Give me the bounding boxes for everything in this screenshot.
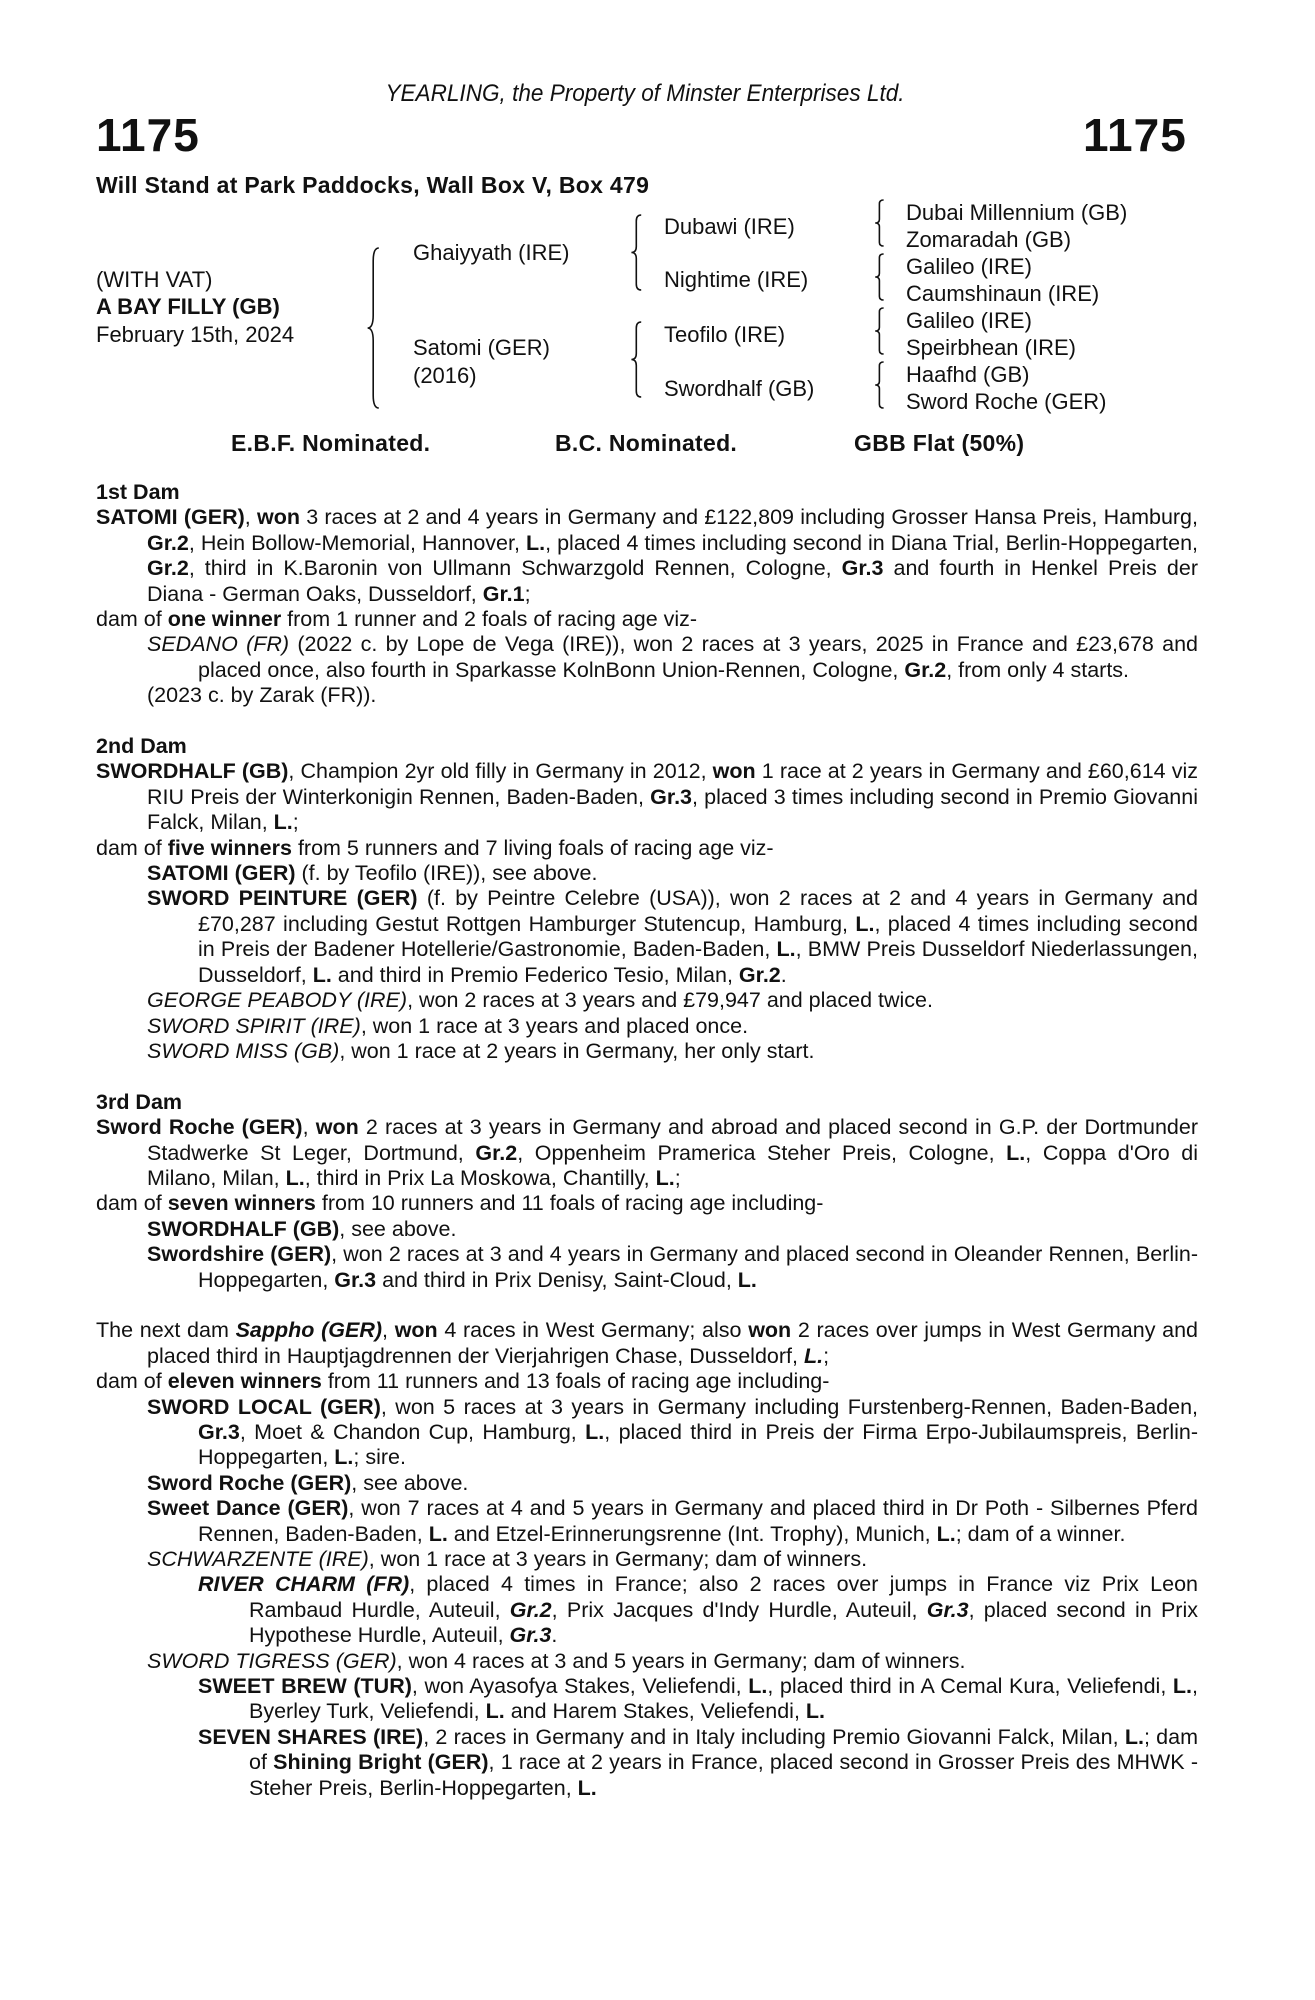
entry-text: , 1 race at 2 years in France, placed second in Grosser Preis des MHWK - Steher Preis, Berlin-Hoppegarten, (249, 1750, 1198, 1800)
emphasis-text: five winners (167, 835, 292, 860)
emphasis-text: Gr.2 (475, 1140, 518, 1165)
entry-text: , placed 4 times including second in Preis der Badener Hotellerie/Gastronomie, Baden-Baden, (198, 911, 1198, 962)
pedigree-entry (96, 1395, 1198, 1471)
entry-text: and fourth in Henkel Preis der Diana - German Oaks, Dusseldorf, (147, 556, 1198, 606)
pedigree-entry (96, 988, 1198, 1013)
gen3-ancestor: Galileo (IRE) (906, 308, 1032, 333)
emphasis-text: Gr.2 (147, 530, 189, 555)
emphasis-text: SWORDHALF (GB) (96, 759, 289, 784)
gen3-ancestor: Haafhd (GB) (906, 362, 1030, 387)
emphasis-text: won (394, 1318, 438, 1343)
sire: Ghaiyyath (IRE) (413, 240, 570, 265)
section-heading: 3rd Dam (96, 1089, 183, 1114)
entry-text: (2023 c. by Zarak (FR)). (147, 683, 377, 708)
pedigree-entry (96, 683, 1198, 708)
pedigree-entry (96, 632, 1198, 683)
entry-text: from 1 runner and 2 foals of racing age viz- (281, 607, 698, 632)
entry-text: dam of (96, 607, 168, 632)
emphasis-text: L. (1172, 1674, 1193, 1699)
emphasis-text: L. (776, 937, 796, 962)
dam-section (96, 480, 1198, 709)
pedigree-entry (96, 1369, 1198, 1394)
pedigree-entry (96, 1572, 1198, 1648)
emphasis-text: SWORDHALF (GB) (147, 1216, 340, 1241)
entry-text: , Prix Jacques d'Indy Hurdle, Auteuil, (551, 1597, 927, 1622)
dam-sire: Teofilo (IRE) (664, 322, 786, 347)
emphasis-text: won (748, 1318, 792, 1343)
emphasis-text: Gr.2 (904, 657, 947, 682)
pedigree-entry (96, 1674, 1198, 1725)
entry-text: , placed 3 times including second in Premio Giovanni Falck, Milan, (147, 784, 1198, 835)
emphasis-text: Gr.1 (482, 581, 525, 606)
emphasis-text: Sappho (GER) (235, 1318, 383, 1343)
section-heading: 1st Dam (96, 480, 180, 504)
emphasis-text: L. (273, 810, 293, 835)
entry-text: and third in Premio Federico Tesio, Milan, (331, 962, 739, 987)
entry-text: ; dam of a winner. (955, 1521, 1126, 1546)
emphasis-text: SCHWARZENTE (IRE) (147, 1547, 369, 1572)
sire-sire: Dubawi (IRE) (664, 214, 795, 239)
pedigree-entry (96, 1242, 1198, 1293)
emphasis-text: won (256, 505, 300, 530)
brace-icon (874, 362, 886, 408)
dam: Satomi (GER) (413, 335, 550, 360)
emphasis-text: L. (737, 1267, 757, 1292)
dam-dam: Swordhalf (GB) (664, 376, 815, 401)
emphasis-text: SWORD TIGRESS (GER) (147, 1648, 397, 1673)
entry-text: , won 7 races at 4 and 5 years in Germany and placed third in Dr Poth - Silbernes Pferd Rennen, Baden-Baden, (198, 1496, 1198, 1546)
brace-icon (874, 200, 886, 246)
entry-text: dam of (96, 1191, 168, 1216)
emphasis-text: L. (655, 1165, 675, 1190)
pedigree-entry (96, 1547, 1198, 1572)
entry-text: , placed 4 times including second in Diana Trial, Berlin-Hoppegarten, (545, 530, 1198, 555)
brace-icon (874, 308, 886, 354)
entry-text: , won Ayasofya Stakes, Veliefendi, (411, 1674, 749, 1699)
emphasis-text: L. (334, 1445, 354, 1470)
entry-text: , Coppa d'Oro di Milano, Milan, (147, 1140, 1198, 1190)
section-heading: 2nd Dam (96, 734, 187, 759)
pedigree-entry (96, 1217, 1198, 1242)
dam-section (96, 1318, 1198, 1801)
emphasis-text: L. (936, 1521, 956, 1546)
entry-text: and third in Prix Denisy, Saint-Cloud, (376, 1267, 738, 1292)
emphasis-text: RIVER CHARM (FR) (198, 1572, 410, 1597)
pedigree-entry (96, 1496, 1198, 1547)
emphasis-text: L. (855, 911, 875, 936)
emphasis-text: L. (1124, 1724, 1144, 1749)
gen3-ancestor: Speirbhean (IRE) (906, 335, 1076, 360)
emphasis-text: L. (525, 530, 546, 555)
emphasis-text: Gr.3 (926, 1597, 969, 1622)
pedigree-entry (96, 1649, 1198, 1674)
emphasis-text: Gr.3 (509, 1623, 552, 1648)
pedigree-entry (96, 836, 1198, 861)
entry-text: , won 1 race at 2 years in Germany, her only start. (339, 1038, 815, 1063)
gen3-ancestor: Dubai Millennium (GB) (906, 200, 1128, 225)
gen3-ancestor: Sword Roche (GER) (906, 389, 1107, 414)
entry-text: , (382, 1318, 395, 1343)
entry-text: from 10 runners and 11 foals of racing age including- (315, 1191, 824, 1216)
emphasis-text: SWORD MISS (GB) (147, 1038, 340, 1063)
pedigree-entry (96, 505, 1198, 607)
entry-text: The next dam (96, 1318, 236, 1343)
dam-section (96, 734, 1198, 1064)
brace-icon (874, 254, 886, 300)
entry-text: , placed third in A Cemal Kura, Veliefendi, (767, 1674, 1173, 1699)
emphasis-text: won (315, 1115, 359, 1140)
pedigree-entry (96, 886, 1198, 988)
entry-text: 3 races at 2 and 4 years in Germany and £122,809 including Grosser Hansa Preis, Hamburg, (299, 505, 1198, 530)
entry-text: and Harem Stakes, Veliefendi, (504, 1699, 806, 1724)
emphasis-text: L. (805, 1699, 826, 1724)
entry-text: from 11 runners and 13 foals of racing age including- (321, 1369, 830, 1394)
pedigree-entry (96, 1014, 1198, 1039)
foaling-date: February 15th, 2024 (96, 322, 295, 347)
sire-dam: Nightime (IRE) (664, 267, 809, 292)
emphasis-text: L. (312, 962, 332, 987)
entry-text: , third in Prix La Moskowa, Chantilly, (304, 1165, 656, 1190)
emphasis-text: won (712, 759, 756, 784)
entry-text: dam of (96, 835, 168, 860)
emphasis-text: SATOMI (GER) (147, 861, 296, 886)
entry-text: ; dam of (249, 1724, 1198, 1775)
emphasis-text: L. (1006, 1140, 1026, 1165)
emphasis-text: Sweet Dance (GER) (147, 1496, 349, 1521)
brace-icon (630, 322, 644, 397)
entry-text: , placed 4 times in France; also 2 races over jumps in France viz Prix Leon Rambaud Hurdle, Auteuil, (249, 1572, 1198, 1622)
emphasis-text: L. (803, 1343, 824, 1368)
emphasis-text: GEORGE PEABODY (IRE) (147, 988, 408, 1013)
emphasis-text: L. (285, 1165, 305, 1190)
entry-text: ; (524, 581, 531, 606)
pedigree-entry (96, 1725, 1198, 1801)
entry-text: (f. by Teofilo (IRE)), see above. (295, 861, 598, 886)
entry-text: , won 2 races at 3 years and £79,947 and placed twice. (407, 988, 933, 1013)
entry-text: , won 1 race at 3 years and placed once. (360, 1013, 749, 1038)
emphasis-text: one winner (167, 607, 282, 632)
entry-text: ; (823, 1343, 830, 1368)
entry-text: , placed second in Prix Hypothese Hurdle, Auteuil, (249, 1597, 1198, 1648)
entry-text: (2022 c. by Lope de Vega (IRE)), won 2 races at 3 years, 2025 in France and £23,678 and placed once, also fourth in Sparkasse KolnBonn Union-Rennen, Cologne, (198, 632, 1198, 682)
emphasis-text: SEVEN SHARES (IRE) (198, 1724, 424, 1749)
catalogue-page-body (96, 480, 1198, 1826)
entry-text: 2 races over jumps in West Germany and placed third in Hauptjagdrennen der Vierjahrigen Chase, Dusseldorf, (147, 1318, 1198, 1368)
entry-text: dam of (96, 1369, 168, 1394)
gbb-flat-nomination: GBB Flat (50%) (854, 430, 1025, 456)
brace-icon (366, 248, 382, 408)
entry-text: , (302, 1115, 316, 1140)
stabling-location: Will Stand at Park Paddocks, Wall Box V, Box 479 (96, 172, 650, 198)
pedigree-entry (96, 1471, 1198, 1496)
pedigree-entry (96, 607, 1198, 632)
entry-text: , Hein Bollow-Memorial, Hannover, (188, 530, 526, 555)
pedigree-entry (96, 1191, 1198, 1216)
entry-text: 2 races at 3 years in Germany and abroad and placed second in G.P. der Dortmunder Stadwerke St Leger, Dortmund, (147, 1115, 1199, 1165)
lot-number-right: 1175 (1083, 109, 1187, 161)
emphasis-text: Gr.2 (147, 556, 189, 581)
entry-text: , (244, 505, 257, 530)
emphasis-text: SWORD SPIRIT (IRE) (147, 1013, 361, 1038)
entry-text: ; (292, 810, 299, 835)
emphasis-text: SWORD PEINTURE (GER) (147, 886, 418, 911)
emphasis-text: Sword Roche (GER) (96, 1115, 303, 1140)
emphasis-text: SWEET BREW (TUR) (198, 1674, 412, 1699)
emphasis-text: Gr.2 (738, 962, 781, 987)
emphasis-text: seven winners (167, 1191, 316, 1216)
entry-text: ; sire. (353, 1445, 406, 1470)
emphasis-text: SWORD LOCAL (GER) (147, 1394, 381, 1419)
entry-text: , won 1 race at 3 years in Germany; dam of winners. (368, 1547, 868, 1572)
entry-text: , BMW Preis Dusseldorf Niederlassungen, Dusseldorf, (198, 937, 1198, 987)
emphasis-text: SEDANO (FR) (147, 632, 290, 657)
dam-section (96, 1090, 1198, 1293)
pedigree-entry (96, 861, 1198, 886)
entry-text: , 2 races in Germany and in Italy including Premio Giovanni Falck, Milan, (423, 1724, 1125, 1749)
entry-text: from 5 runners and 7 living foals of racing age viz- (291, 835, 774, 860)
lot-number-left: 1175 (96, 109, 200, 161)
entry-text: , see above. (339, 1216, 457, 1241)
emphasis-text: Sword Roche (GER) (147, 1470, 352, 1495)
sale-title: YEARLING, the Property of Minster Enterprises Ltd. (385, 80, 905, 107)
emphasis-text: L. (577, 1775, 597, 1800)
emphasis-text: eleven winners (167, 1369, 322, 1394)
entry-text: . (780, 962, 787, 987)
emphasis-text: Swordshire (GER) (147, 1242, 332, 1267)
brace-icon (630, 215, 644, 290)
emphasis-text: Gr.3 (198, 1419, 240, 1444)
emphasis-text: Gr.3 (650, 784, 693, 809)
entry-text: , Byerley Turk, Veliefendi, (249, 1674, 1199, 1724)
emphasis-text: Gr.2 (509, 1597, 552, 1622)
emphasis-text: Gr.3 (334, 1267, 377, 1292)
entry-text: 1 race at 2 years in Germany and £60,614 viz RIU Preis der Winterkonigin Rennen, Baden-Baden, (147, 759, 1198, 809)
emphasis-text: L. (485, 1699, 505, 1724)
emphasis-text: Gr.3 (841, 556, 884, 581)
emphasis-text: SATOMI (GER) (96, 505, 245, 530)
entry-text: 4 races in West Germany; also (437, 1318, 749, 1343)
horse-name: A BAY FILLY (GB) (96, 294, 280, 319)
emphasis-text: L. (428, 1521, 448, 1546)
gen3-ancestor: Galileo (IRE) (906, 254, 1032, 279)
entry-text: , third in K.Baronin von Ullmann Schwarzgold Rennen, Cologne, (188, 556, 842, 581)
pedigree-entry (96, 1115, 1198, 1191)
entry-text: . (551, 1623, 558, 1648)
vat-note: (WITH VAT) (96, 267, 213, 292)
entry-text: ; (674, 1165, 681, 1190)
entry-text: and Etzel-Erinnerungsrenne (Int. Trophy), Munich, (447, 1521, 937, 1546)
entry-text: , from only 4 starts. (946, 657, 1130, 682)
gen3-ancestor: Zomaradah (GB) (906, 227, 1072, 252)
emphasis-text: Shining Bright (GER) (273, 1750, 489, 1775)
gen3-ancestor: Caumshinaun (IRE) (906, 281, 1100, 306)
entry-text: , Moet & Chandon Cup, Hamburg, (239, 1419, 586, 1444)
pedigree-entry (96, 1039, 1198, 1064)
emphasis-text: L. (748, 1674, 768, 1699)
entry-text: , Champion 2yr old filly in Germany in 2012, (288, 759, 713, 784)
pedigree-entry (96, 1318, 1198, 1369)
entry-text: , see above. (351, 1470, 469, 1495)
emphasis-text: L. (585, 1419, 605, 1444)
entry-text: , placed third in Preis der Firma Erpo-Jubilaumspreis, Berlin-Hoppegarten, (198, 1419, 1198, 1470)
entry-text: , won 5 races at 3 years in Germany including Furstenberg-Rennen, Baden-Baden, (380, 1394, 1199, 1419)
bc-nomination: B.C. Nominated. (555, 430, 738, 456)
dam-year: (2016) (413, 363, 477, 388)
pedigree-entry (96, 759, 1198, 835)
entry-text: , won 4 races at 3 and 5 years in Germany; dam of winners. (396, 1648, 966, 1673)
entry-text: , Oppenheim Pramerica Steher Preis, Cologne, (517, 1140, 1007, 1165)
entry-text: (f. by Peintre Celebre (USA)), won 2 races at 2 and 4 years in Germany and £70,287 including Gestut Rottgen Hamburger Stutencup, Hamburg, (198, 886, 1198, 936)
entry-text: , won 2 races at 3 and 4 years in Germany and placed second in Oleander Rennen, Berlin-Hoppegarten, (198, 1242, 1198, 1292)
ebf-nomination: E.B.F. Nominated. (231, 430, 431, 456)
